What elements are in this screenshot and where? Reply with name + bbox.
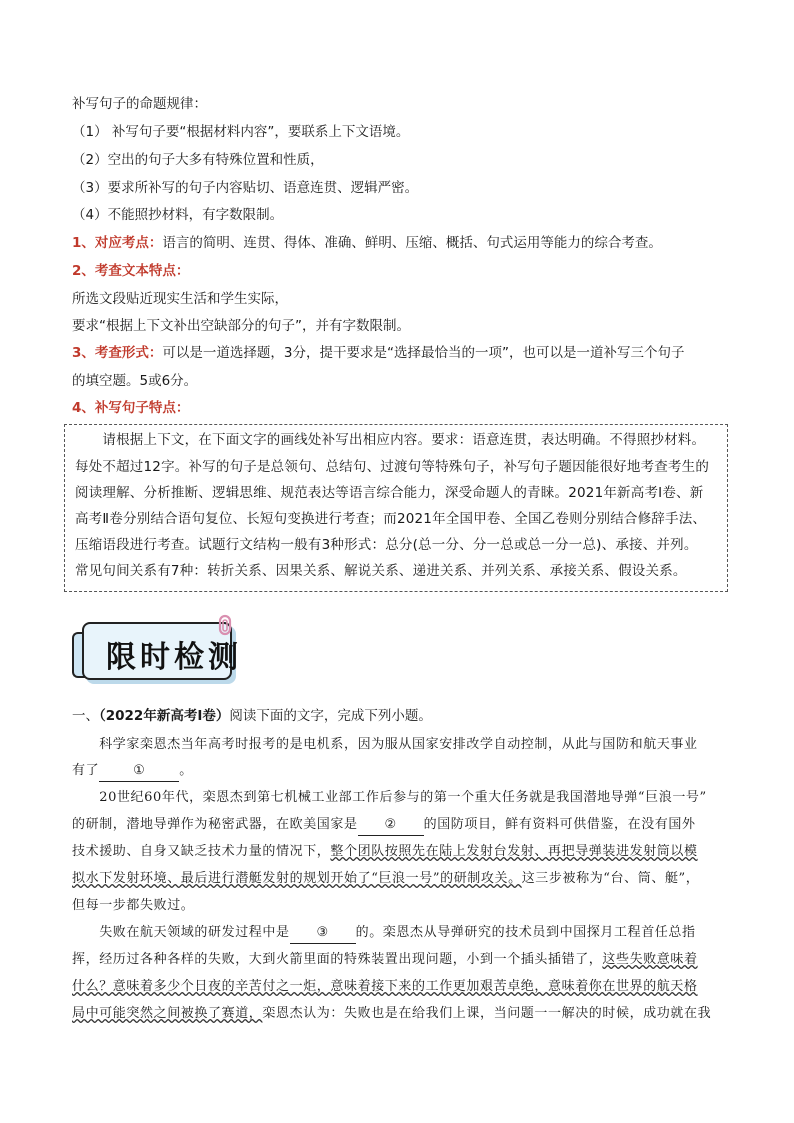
question-number: 一、 (72, 708, 99, 724)
box-line-3: 阅读理解、分析推断、逻辑思维、规范表达等语言综合能力，深受命题人的青睐。2021年新高考Ⅰ卷、新 (75, 485, 704, 501)
box-line-1: 请根据上下文，在下面文字的画线处补写出相应内容。要求：语意连贯，表达明确。不得照抄材料。 (75, 432, 706, 448)
p3d-underlined: 局中可能突然之间被换了赛道， (72, 1006, 263, 1021)
point-1-label: 1、对应考点： (72, 235, 163, 251)
rule-item-3: （3）要求所补写的句子内容贴切、语意连贯、逻辑严密。 (72, 180, 419, 196)
question-instruction: 阅读下面的文字，完成下列小题。 (229, 708, 432, 724)
point-4-label: 4、补写句子特点： (72, 400, 190, 416)
banner-title: 限时检测 (106, 640, 242, 675)
p2c-pre: 技术援助、自身又缺乏技术力量的情况下， (72, 844, 331, 859)
p1b-post: 。 (179, 763, 193, 778)
blank-3[interactable]: ③ (290, 923, 356, 944)
question-source: （2022年新高考Ⅰ卷） (99, 708, 230, 724)
p3c-underlined: 什么？意味着多少个日夜的辛苦付之一炬，意味着接下来的工作更加艰苦卓绝，意味着你在世界的航天格 (72, 979, 698, 994)
box-line-5: 压缩语段进行考查。试题行文结构一般有3种形式：总分(总一分、分一总或总一分一总)、承接、并列。 (75, 537, 698, 553)
passage-p1a: 科学家栾恩杰当年高考时报考的是电机系，因为服从国家安排改学自动控制，从此与国防和航天事业 (72, 737, 698, 752)
p2b-post: 的国防项目，鲜有资料可供借鉴，在没有国外 (423, 817, 696, 832)
rules-heading: 补写句子的命题规律： (72, 96, 207, 112)
rule-item-4: （4）不能照抄材料，有字数限制。 (72, 207, 284, 223)
question-header (72, 706, 432, 726)
point-2 (72, 261, 189, 281)
passage-p3b (72, 950, 698, 970)
passage-p3c (72, 977, 698, 997)
passage-p2b (72, 815, 696, 836)
p2c-underlined: 整个团队按照先在陆上发射台发射、再把导弹装进发射筒以模 (330, 844, 698, 859)
p3b-underlined: 这些失败意味着 (602, 952, 698, 967)
passage-p2d (72, 869, 699, 889)
passage-p2a: 20世纪60年代，栾恩杰到第七机械工业部工作后参与的第一个重大任务就是我国潜地导弹“巨浪一号” (72, 790, 707, 805)
point-2-line-2: 要求“根据上下文补出空缺部分的句子”，并有字数限制。 (72, 318, 410, 334)
banner-body (82, 622, 242, 680)
p2d-underlined: 拟水下发射环境、最后进行潜艇发射的规划开始了“巨浪一号”的研制攻关。 (72, 871, 522, 886)
box-line-6: 常见句间关系有7种：转折关系、因果关系、解说关系、递进关系、并列关系、承接关系、假设关系。 (75, 563, 687, 579)
passage-p3d (72, 1004, 711, 1024)
point-1 (72, 233, 662, 253)
blank-2[interactable]: ② (358, 815, 424, 836)
p2b-pre: 的研制，潜地导弹作为秘密武器，在欧美国家是 (72, 817, 358, 832)
rule-item-1: （1） 补写句子要“根据材料内容”，要联系上下文语境。 (72, 124, 410, 140)
point-2-line-1: 所选文段贴近现实生活和学生实际， (72, 291, 288, 307)
point-3 (72, 343, 684, 363)
section-banner (72, 622, 240, 684)
p1b-pre: 有了 (72, 763, 100, 778)
paperclip-icon (214, 614, 236, 636)
p2d-post: 这三步被称为“台、筒、艇”， (521, 871, 700, 886)
p3a-pre: 失败在航天领域的研发过程中是 (72, 925, 290, 940)
point-3-text: 可以是一道选择题，3分，提干要求是“选择最恰当的一项”，也可以是一道补写三个句子 (162, 345, 685, 361)
p3d-post: 栾恩杰认为：失败也是在给我们上课，当问题一一解决的时候，成功就在我 (262, 1006, 712, 1021)
point-1-text: 语言的简明、连贯、得体、准确、鲜明、压缩、概括、句式运用等能力的综合考查。 (162, 235, 662, 251)
point-3-label: 3、考查形式： (72, 345, 163, 361)
p3a-post: 的。栾恩杰从导弹研究的技术员到中国探月工程首任总指 (355, 925, 696, 940)
passage-p2e: 但每一步都失败过。 (72, 898, 195, 913)
p3b-pre: 挥，经历过各种各样的失败，大到火箭里面的特殊装置出现问题，小到一个插头插错了， (72, 952, 603, 967)
point-3-cont: 的填空题。5或6分。 (72, 373, 198, 389)
rule-item-2: （2）空出的句子大多有特殊位置和性质， (72, 152, 324, 168)
point-2-label: 2、考查文本特点： (72, 263, 190, 279)
feature-box (64, 424, 728, 592)
passage-p1b (72, 761, 193, 782)
box-line-4: 高考Ⅱ卷分别结合语句复位、长短句变换进行考查；而2021年全国甲卷、全国乙卷则分别结合修辞手法、 (75, 511, 707, 527)
box-line-2: 每处不超过12字。补写的句子是总领句、总结句、过渡句等特殊句子，补写句子题因能很好地考查考生的 (75, 459, 710, 475)
passage-p3a (72, 923, 696, 944)
point-4 (72, 398, 189, 418)
blank-1[interactable]: ① (99, 761, 179, 782)
passage-p2c (72, 842, 698, 862)
